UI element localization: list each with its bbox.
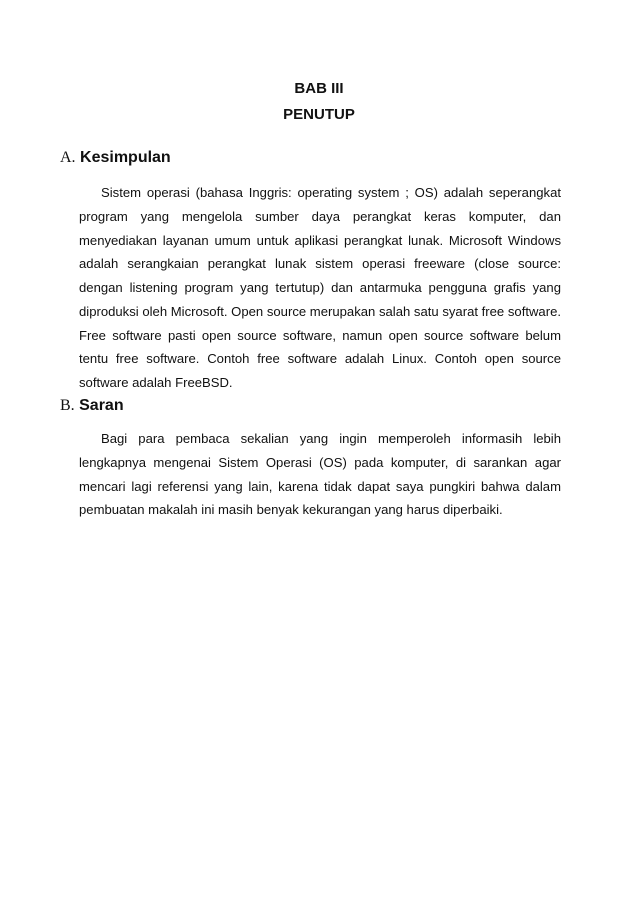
section-heading-kesimpulan (60, 149, 171, 167)
section-paragraph-kesimpulan: Sistem operasi (bahasa Inggris: operating system ; OS) adalah seperangkat program yang mengelola sumber daya perangkat keras komputer, dan menyediakan layanan umum untuk aplikasi perangkat lunak. Microsoft Windows adalah serangkaian perangkat lunak sistem operasi freeware (close source: dengan listening program yang tertutup) dan antarmuka pengguna grafis yang diproduksi oleh Microsoft. Open source merupakan salah satu syarat free software. Free software pasti open source software, namun open source software belum tentu free software. Contoh free software adalah Linux. Contoh open source software adalah FreeBSD. (79, 185, 561, 390)
section-paragraph-saran: Bagi para pembaca sekalian yang ingin memperoleh informasih lebih lengkapnya mengenai Sistem Operasi (OS) pada komputer, di sarankan agar mencari lagi referensi yang lain, karena tidak dapat saya pungkiri bahwa dalam pembuatan makalah ini masih benyak kekurangan yang harus diperbaiki. (79, 431, 561, 518)
section-heading-saran (60, 397, 124, 415)
section-title: Saran (79, 397, 124, 414)
section-title: Kesimpulan (80, 149, 171, 166)
chapter-title: PENUTUP (283, 106, 355, 123)
section-letter: A. (60, 149, 76, 166)
chapter-number: BAB III (294, 80, 344, 97)
section-letter: B. (60, 397, 75, 414)
